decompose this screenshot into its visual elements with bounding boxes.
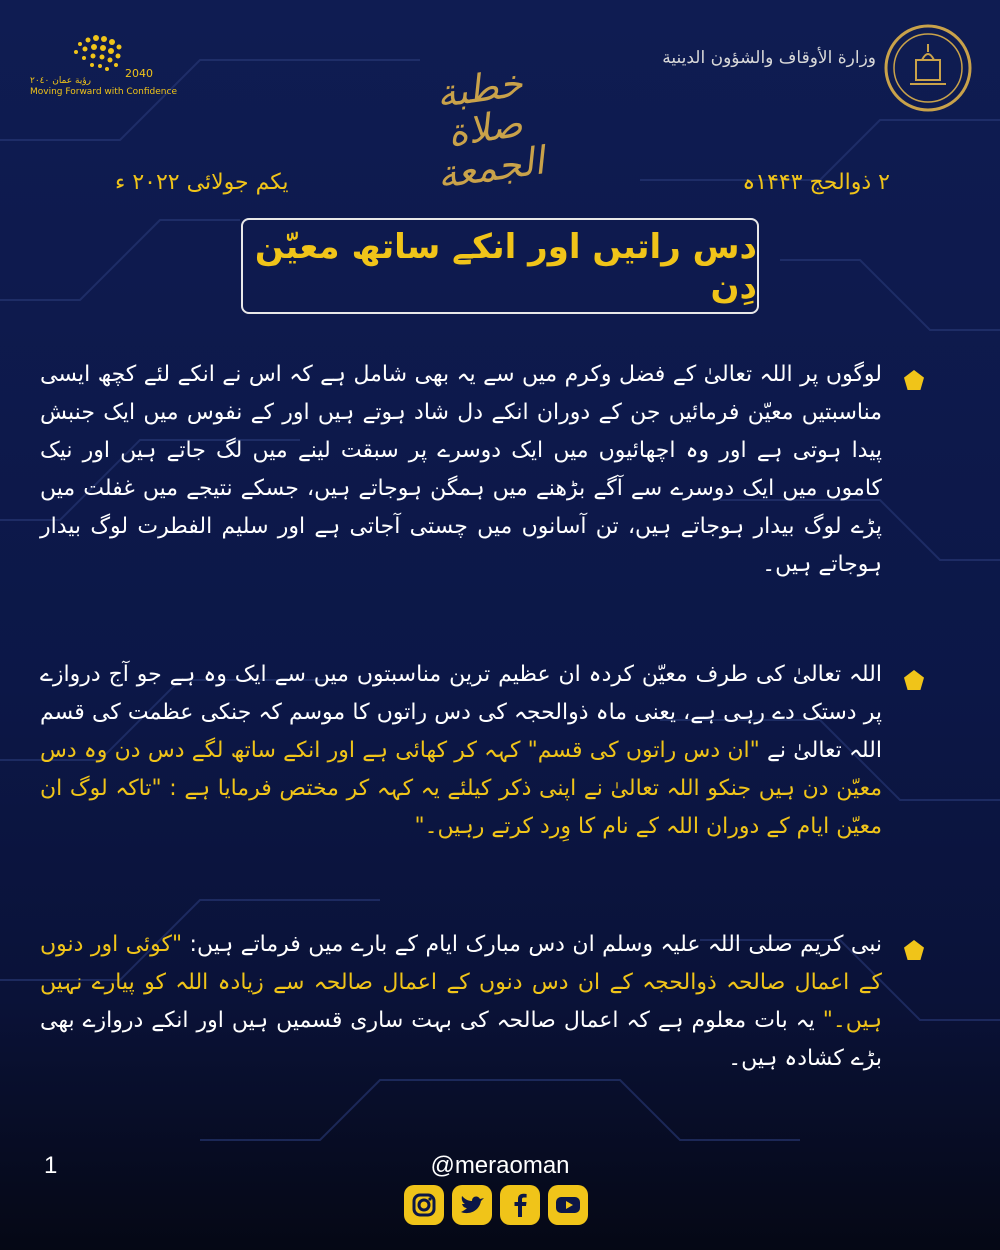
paragraph-3 [40, 926, 882, 1078]
twitter-icon[interactable] [452, 1185, 492, 1225]
svg-text:2040: 2040 [125, 67, 153, 80]
ministry-emblem [882, 22, 974, 114]
facebook-icon[interactable] [500, 1185, 540, 1225]
paragraph-3-hadith: "کوئی اور دنوں کے اعمال صالحہ ذوالحجہ کے ان دس دنوں کے اعمال صالحہ سے زیادہ اللہ کو پیارے نہیں ہیں۔" [40, 932, 882, 1033]
hijri-date: ٢ ذوالحج ١۴۴٣ہ [742, 170, 890, 195]
vision-tagline: Moving Forward with Confidence [30, 87, 177, 97]
paragraph-2 [40, 656, 882, 846]
vision-caption [30, 76, 177, 98]
sermon-title-box [241, 218, 759, 314]
sermon-title: دس راتیں اور انکے ساتھ معیّن دِن [254, 226, 757, 307]
paragraph-3-closing: یہ بات معلوم ہے کہ اعمال صالحہ کی بہت ساری قسمیں ہیں اور انکے دروازے بھی بڑے کشادہ ہیں۔ [40, 1008, 882, 1071]
paragraph-1 [40, 356, 882, 584]
social-icons [404, 1185, 588, 1225]
khutbah-title-calligraphy: خطبة صلاة الجمعة [433, 60, 547, 197]
youtube-icon[interactable] [548, 1185, 588, 1225]
paragraph-3-text: نبی کریم صلی اللہ علیہ وسلم ان دس مبارک ایام کے بارے میں فرماتے ہیں: [182, 932, 882, 957]
social-handle[interactable]: @meraoman [430, 1152, 570, 1179]
instagram-icon[interactable] [404, 1185, 444, 1225]
ministry-name: وزارة الأوقاف والشؤون الدينية [662, 48, 876, 68]
paragraph-2-text: اللہ تعالیٰ کی طرف معیّن کردہ ان عظیم ترین مناسبتوں میں سے ایک وہ ہے جو آج دروازے پر دستک دے رہی ہے، یعنی ماہ ذوالحجہ کی دس راتوں کا موسم کہ جنکی عظمت کی قسم اللہ تعالیٰ نے [40, 662, 882, 763]
paragraph-2-quote: "ان دس راتوں کی قسم" کہہ کر کھائی ہے اور انکے ساتھ لگے دس دن وہ دس معیّن دن ہیں جنکو اللہ تعالیٰ نے اپنی ذکر کیلئے یہ کہہ کر مختص فرمایا ہے : "تاکہ لوگ ان معیّن ایام کے دوران اللہ کے نام کا وِرد کرتے رہیں۔" [40, 738, 882, 839]
vision-arabic-text: رؤية عمان ٢٠٤٠ [30, 76, 92, 86]
gregorian-date: یکم جولائی ٢٠٢٢ ء [115, 170, 289, 195]
page-number: 1 [44, 1152, 58, 1179]
paragraph-1-text: لوگوں پر اللہ تعالیٰ کے فضل وکرم میں سے یہ بھی شامل ہے کہ اس نے انکے لئے کچھ ایسی مناسبتیں معیّن فرمائیں جن کے دوران انکے دل شاد ہوتے ہیں اور کے نفوس میں ایک جنبش پیدا ہوتی ہے اور وہ اچھائیوں میں ایک دوسرے پر سبقت لینے میں لگ جاتے ہیں اور نیک کاموں میں ایک دوسرے سے آگے بڑھنے میں ہمگن ہوجاتے ہیں، جسکے نتیجے میں غفلت میں پڑے لوگ بیدار ہوجاتے ہیں، تن آسانوں میں چستی آجاتی ہے اور سلیم الفطرت لوگ بیدار ہوجاتے ہیں۔ [40, 362, 882, 577]
